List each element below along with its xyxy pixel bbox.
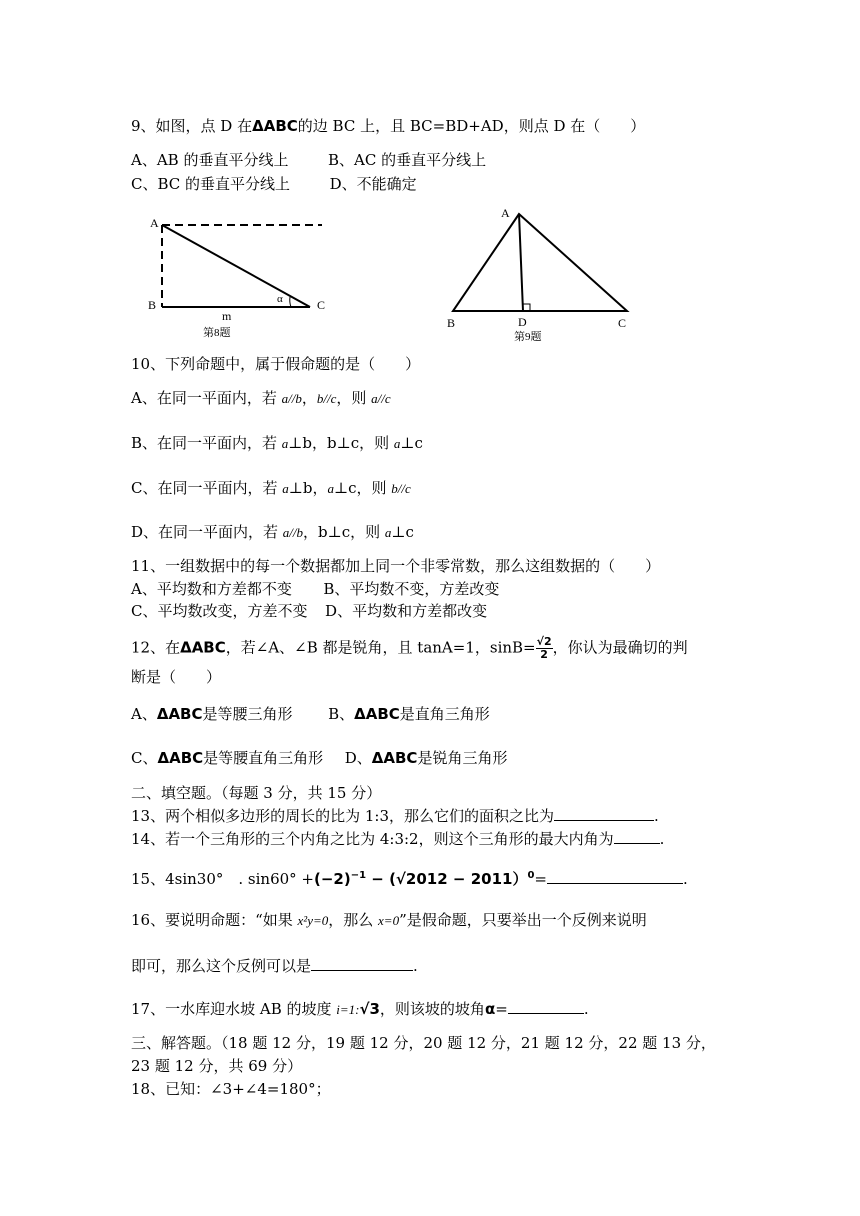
q9-options-row2 (131, 174, 417, 194)
fig9-label-d: D (518, 315, 527, 329)
q11-option-a: A、平均数和方差都不变 (131, 580, 292, 598)
q13-answer-blank[interactable] (554, 806, 654, 821)
q11-option-b: B、平均数不变，方差改变 (323, 580, 500, 598)
q12-stem: 12、在ΔABC，若∠A、∠B 都是锐角，且 tanA=1，sinB= $\frac{√2}{2}$ ，你认为最确切的判 (131, 635, 688, 661)
figure-9 (440, 200, 640, 350)
q9-option-a: A、AB 的垂直平分线上 (131, 151, 289, 169)
q17: 17、一水库迎水坡 AB 的坡度 i=1:√3，则该坡的坡角α= . (131, 1000, 589, 1018)
fig8-label-c: C (317, 298, 326, 312)
fig9-label-a: A (501, 206, 510, 220)
q16-answer-blank[interactable] (311, 956, 413, 971)
q14-answer-blank[interactable] (614, 829, 660, 844)
section-solve-heading-line2: 23 题 12 分，共 69 分） (131, 1057, 303, 1075)
q9-option-d: D、不能确定 (329, 175, 417, 193)
q12-options-row2: C、ΔABC是等腰直角三角形 D、ΔABC是锐角三角形 (131, 749, 508, 767)
q12-option-c: 是等腰直角三角形 (203, 749, 324, 767)
fig9-altitude (519, 214, 523, 311)
fig8-label-alpha: α (277, 293, 283, 305)
q10-option-c: C、在同一平面内，若 a⊥b，a⊥c，则 b//c (131, 479, 411, 497)
fig9-label-b: B (447, 316, 456, 330)
triangle-label: ΔABC (252, 117, 298, 135)
q11-option-c: C、平均数改变，方差不变 (131, 602, 308, 620)
q16: 16、要说明命题：“如果 x²y=0，那么 x=0”是假命题，只要举出一个反例来说明 (131, 911, 647, 929)
q10-option-a: A、在同一平面内，若 a//b，b//c，则 a//c (131, 389, 391, 407)
q12-stem-line2: 断是（ ） (131, 668, 222, 686)
q15-answer-blank[interactable] (547, 869, 683, 884)
q12-option-d: 是锐角三角形 (417, 749, 508, 767)
sqrt2-over-2: $\frac{√2}{2}$ (536, 635, 552, 661)
q13: 13、两个相似多边形的周长的比为 1:3，那么它们的面积之比为 . (131, 807, 659, 825)
q10-option-b: B、在同一平面内，若 a⊥b，b⊥c，则 a⊥c (131, 434, 423, 452)
fig8-label-a: A (150, 216, 159, 230)
fig9-triangle (453, 214, 627, 311)
fig8-label-m: m (222, 309, 232, 323)
fig8-hypotenuse (162, 225, 310, 307)
fig8-label-b: B (148, 298, 157, 312)
q10-stem: 10、下列命题中，属于假命题的是（ ） (131, 355, 421, 373)
q16-line2: 即可，那么这个反例可以是 . (131, 957, 418, 975)
q12-option-b: 是直角三角形 (399, 705, 490, 723)
fig8-caption: 第8题 (203, 327, 231, 339)
fig9-right-angle (523, 304, 530, 311)
q11-option-d: D、平均数和方差都改变 (325, 602, 488, 620)
q11-stem: 11、一组数据中的每一个数据都加上同一个非零常数，那么这组数据的（ ） (131, 557, 661, 575)
q9-stem: 9、如图，点 D 在ΔABC的边 BC 上，且 BC=BD+AD，则点 D 在（ ） (131, 117, 646, 135)
q11-options-row1 (131, 579, 499, 599)
q15: 15、4sin30° . $\sin 60^\circ +(-2)^{-1} - (√2012 - 2011)^0=$ . (131, 870, 688, 888)
q9-options-row1 (131, 150, 486, 170)
figure-8 (140, 205, 340, 345)
q14: 14、若一个三角形的三个内角之比为 4:3:2，则这个三角形的最大内角为 . (131, 830, 665, 848)
fig9-caption: 第9题 (514, 331, 542, 343)
q9-option-b: B、AC 的垂直平分线上 (328, 151, 487, 169)
section-fill-in-heading: 二、填空题。（每题 3 分，共 15 分） (131, 784, 382, 802)
fig9-label-c: C (618, 316, 627, 330)
q11-options-row2 (131, 601, 487, 621)
q12-option-a: 是等腰三角形 (202, 705, 293, 723)
q9-option-c: C、BC 的垂直平分线上 (131, 175, 291, 193)
q18: 18、已知：∠3+∠4=180°； (131, 1080, 331, 1098)
fig8-angle-arc (290, 297, 291, 307)
q10-option-d: D、在同一平面内，若 a//b，b⊥c，则 a⊥c (131, 523, 414, 541)
q17-answer-blank[interactable] (508, 999, 584, 1014)
section-solve-heading: 三、解答题。（18 题 12 分，19 题 12 分，20 题 12 分，21 题 12 分，22 题 13 分， (131, 1034, 716, 1052)
q12-options-row1: A、ΔABC是等腰三角形 B、ΔABC是直角三角形 (131, 705, 490, 723)
